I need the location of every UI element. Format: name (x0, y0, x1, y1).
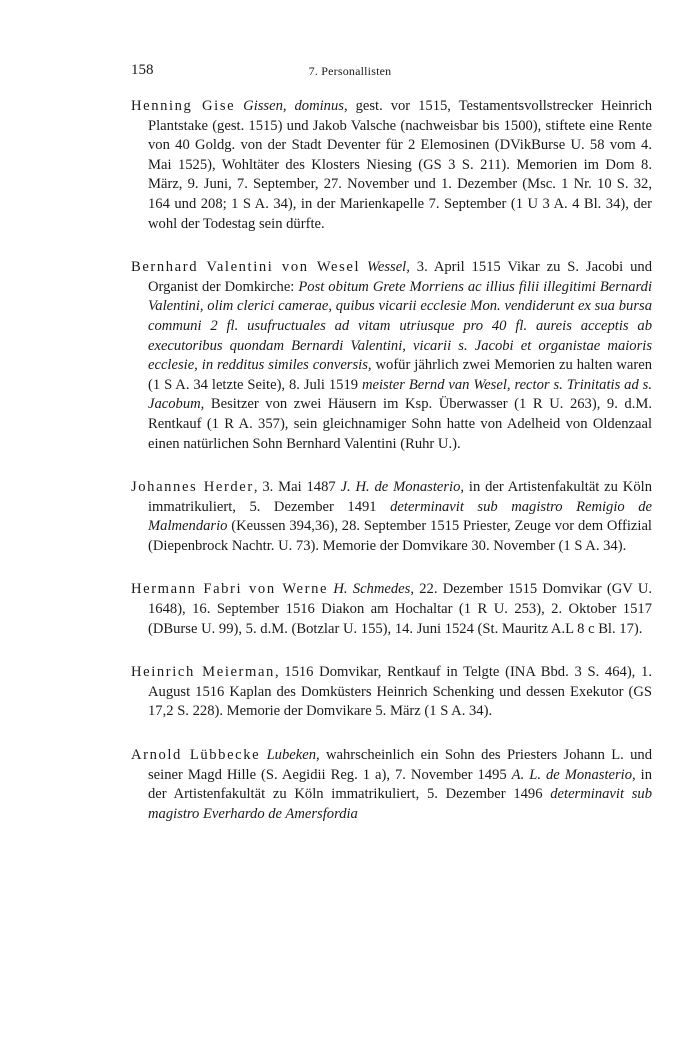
latin-quote: J. H. de Monasterio, (340, 479, 465, 496)
biography-entry (131, 663, 652, 722)
person-name: Heinrich Meierman (131, 664, 275, 681)
page-number: 158 (131, 62, 154, 78)
entry-text: gest. vor 1515, Testamentsvollstrecker Heinrich Plantstake (gest. 1515) und Jakob Valsche (nachweisbar bis 1500), stiftete eine Rente von 40 Goldg. von der Stadt Deventer für 2 Elemosinen (DVikBurse U. 58 vom 4. Mai 1525), Wohltäter des Klosters Niesing (GS 3 S. 211). Memorien im Dom 8. März, 9. Juni, 7. September, 27. November und 1. Dezember (Msc. 1 Nr. 10 S. 32, 164 und 208; 1 S A. 34), in der Marienkapelle 7. September (1 U 3 A. 4 Bl. 34), der wohl der Todestag sein dürfte. (148, 98, 653, 232)
latin-quote: Wessel, (367, 259, 410, 276)
latin-quote: meister Bernd van Wesel, rector s. Trinitatis ad s. Jacobum, (148, 376, 652, 413)
entry-text: 22. Dezember 1515 Domvikar (GV U. 1648), 16. September 1516 Diakon am Hochaltar (1 R U. 253), 2. Oktober 1517 (DBurse U. 99), 5. d.M. (Botzlar U. 155), 14. Juni 1524 (St. Mauritz A.L 8 c Bl. 17). (148, 581, 653, 637)
biography-entry (131, 580, 652, 639)
person-name: Johannes Herder (131, 479, 254, 496)
running-head: 7. Personallisten (308, 64, 392, 78)
latin-quote: Gissen, dominus, (243, 98, 348, 114)
person-name: Hermann Fabri von Werne (131, 581, 329, 598)
person-name: Arnold Lübbecke (131, 747, 261, 764)
latin-quote: H. Schmedes, (333, 581, 414, 598)
entry-text: , 3. Mai 1487 (253, 479, 341, 496)
biography-entry (131, 746, 652, 824)
latin-quote: determinavit sub magistro Everhardo de Amersfordia (148, 786, 652, 822)
latin-quote: Post obitum Grete Morriens ac illius filii illegitimi Bernardi Valentini, olim clerici camerae, quibus vicarii ecclesie Mon. vendiderunt ex sua bursa communi 2 fl. usufructuales ad vitam utriusque pro 40 fl. aureis acceptis ab executoribus quondam Bernardi Valentini, vicarii s. Jacobi et organistae maioris ecclesie, in redditus similes conversis, (148, 278, 652, 374)
biography-entry (131, 258, 652, 454)
entry-text: 3. April 1515 Vikar zu S. Jacobi und Organist der Domkirche: (148, 259, 652, 295)
entry-list (131, 97, 652, 848)
person-name: Bernhard Valentini von Wesel (131, 259, 361, 276)
biography-entry (131, 478, 652, 556)
entry-text: in der Artistenfakultät zu Köln immatrikuliert, 5. Dezember 1496 (148, 766, 653, 803)
person-name: Henning Gise (131, 98, 236, 114)
entry-text: in der Artistenfakultät zu Köln immatrikuliert, 5. Dezember 1491 (148, 479, 652, 515)
entry-text: wahrscheinlich ein Sohn des Priesters Johann L. und seiner Magd Hille (S. Aegidii Reg. 1 a), 7. November 1495 (148, 747, 653, 783)
latin-quote: A. L. de Monasterio, (511, 766, 636, 783)
biography-entry (131, 97, 652, 234)
entry-text: (Keussen 394,36), 28. September 1515 Priester, Zeuge vor dem Offizial (Diepenbrock Nachtr. U. 73). Memorie der Domvikare 30. November (1 S A. 34). (148, 518, 652, 554)
latin-quote: Lubeken, (266, 747, 320, 764)
entry-text: Besitzer von zwei Häusern im Ksp. Überwasser (1 R U. 263), 9. d.M. Rentkauf (1 R A. 357), sein gleichnamiger Sohn hatte von Adelheid von Oldenzaal einen natürlichen Sohn Bernhard Valentini (Ruhr U.). (148, 396, 652, 452)
entry-text: , 1516 Domvikar, Rentkauf in Telgte (INA Bbd. 3 S. 464), 1. August 1516 Kaplan des Domküsters Heinrich Schenking und dessen Exekutor (GS 17,2 S. 228). Memorie der Domvikare 5. März (1 S A. 34). (148, 664, 652, 720)
latin-quote: determinavit sub magistro Remigio de Malmendario (148, 498, 652, 535)
entry-text: wofür jährlich zwei Memorien zu halten waren (1 S A. 34 letzte Seite), 8. Juli 1519 (148, 357, 652, 393)
